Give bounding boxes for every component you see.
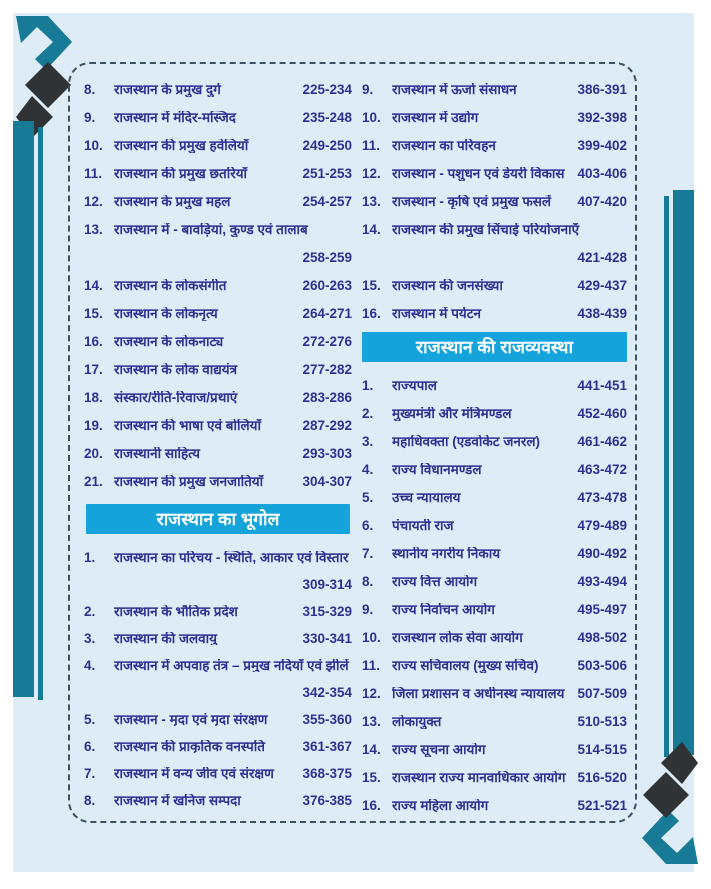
entry-number: 1. <box>362 378 374 394</box>
entry-title: राजस्थान में ऊर्जा संसाधन <box>392 83 517 97</box>
entry-title: राजस्थान की जलवायु <box>114 631 218 646</box>
toc-entry <box>84 356 352 384</box>
entry-number: 16. <box>84 334 103 350</box>
entry-number: 12. <box>84 194 103 210</box>
entry-number: 1. <box>84 549 96 565</box>
toc-entry <box>84 468 352 496</box>
entry-pages: 368-375 <box>302 765 352 781</box>
entry-pages: 355-360 <box>302 711 352 727</box>
toc-entry <box>84 300 352 328</box>
entry-pages: 421-428 <box>577 250 627 266</box>
entry-pages: 386-391 <box>577 82 627 98</box>
toc-entry-pages-line <box>84 244 352 272</box>
entry-number: 10. <box>362 630 381 646</box>
entry-title: राजस्थान के भौतिक प्रदेश <box>114 604 238 619</box>
entry-number: 13. <box>362 714 381 730</box>
entry-number: 16. <box>362 306 381 322</box>
entry-pages: 315-329 <box>302 603 352 619</box>
entry-pages: 342-354 <box>302 684 352 700</box>
entry-title: राजस्थान में मंदिर-मस्जिद <box>114 111 236 125</box>
entry-pages: 264-271 <box>302 306 352 322</box>
entry-title: उच्च न्यायालय <box>392 491 461 505</box>
toc-entry <box>362 652 627 680</box>
entry-pages: 272-276 <box>302 334 352 350</box>
entry-title: राजस्थान में खनिज सम्पदा <box>114 793 241 808</box>
entry-title: राजस्थान की प्रमुख छतरियाँ <box>114 167 248 181</box>
toc-entry <box>84 104 352 132</box>
entry-number: 7. <box>362 546 374 562</box>
entry-number: 2. <box>362 406 374 422</box>
entry-title: राजस्थान में - बावड़ियां, कुण्ड एवं तालाब <box>114 223 308 237</box>
entry-title: राजस्थान - पशुधन एवं डेयरी विकास <box>392 167 565 181</box>
entry-pages: 260-263 <box>302 278 352 294</box>
entry-number: 15. <box>362 278 381 294</box>
entry-pages: 287-292 <box>302 418 352 434</box>
entry-number: 6. <box>362 518 374 534</box>
entry-pages: 235-248 <box>302 110 352 126</box>
toc-right-column <box>362 76 627 820</box>
entry-pages: 403-406 <box>577 166 627 182</box>
entry-pages: 490-492 <box>577 546 627 562</box>
toc-entry <box>84 706 352 733</box>
toc-left-column <box>84 76 352 814</box>
entry-title: राज्य वित्त आयोग <box>392 575 478 589</box>
entry-number: 20. <box>84 446 103 462</box>
entry-number: 10. <box>362 110 381 126</box>
entry-title: राजस्थान राज्य मानवाधिकार आयोग <box>392 771 566 785</box>
toc-entry <box>362 400 627 428</box>
entry-title: राजस्थान के लोकनृत्य <box>114 307 218 321</box>
toc-section-geography <box>84 544 352 814</box>
toc-entry <box>84 733 352 760</box>
toc-entry <box>362 216 627 244</box>
entry-number: 9. <box>362 602 374 618</box>
entry-title: राजस्थान में वन्य जीव एवं संरक्षण <box>114 766 274 781</box>
entry-title: महाधिवक्ता (एडवोकेट जनरल) <box>392 435 541 449</box>
toc-entry <box>362 188 627 216</box>
entry-pages: 399-402 <box>577 138 627 154</box>
entry-title: राजस्थान में अपवाह तंत्र – प्रमुख नदियाँ एवं झीलें <box>114 658 349 673</box>
right-accent-stripe <box>664 196 669 757</box>
entry-number: 16. <box>362 798 381 814</box>
entry-title: राज्य सूचना आयोग <box>392 743 486 757</box>
toc-entry <box>362 540 627 568</box>
entry-title: राजस्थान में उद्योग <box>392 111 479 125</box>
entry-pages: 507-509 <box>577 686 627 702</box>
entry-number: 3. <box>84 630 96 646</box>
entry-number: 3. <box>362 434 374 450</box>
entry-number: 12. <box>362 686 381 702</box>
toc-entry <box>362 624 627 652</box>
entry-pages: 407-420 <box>577 194 627 210</box>
toc-entry <box>362 76 627 104</box>
entry-number: 19. <box>84 418 103 434</box>
entry-title: लोकायुक्त <box>392 715 442 729</box>
entry-title: राजस्थान लोक सेवा आयोग <box>392 631 523 645</box>
toc-entry <box>362 792 627 820</box>
entry-number: 11. <box>362 138 381 154</box>
entry-title: जिला प्रशासन व अधीनस्थ न्यायालय <box>392 687 565 701</box>
toc-entry <box>84 440 352 468</box>
entry-pages: 293-303 <box>302 446 352 462</box>
toc-entry <box>362 680 627 708</box>
entry-number: 14. <box>84 278 103 294</box>
entry-pages: 473-478 <box>577 490 627 506</box>
corner-decoration-bottom-right-icon <box>628 742 706 872</box>
entry-title: मुख्यमंत्री और मंत्रिमण्डल <box>392 407 512 421</box>
entry-title: राजस्थान - मृदा एवं मृदा संरक्षण <box>114 712 268 727</box>
entry-pages: 510-513 <box>577 714 627 730</box>
entry-number: 13. <box>362 194 381 210</box>
toc-entry <box>362 512 627 540</box>
entry-number: 10. <box>84 138 103 154</box>
right-accent-bar <box>673 190 694 755</box>
entry-pages: 429-437 <box>577 278 627 294</box>
entry-number: 11. <box>362 658 381 674</box>
entry-title: राजस्थान के लोक वाद्ययंत्र <box>114 363 238 377</box>
entry-title: राजस्थान के लोकसंगीत <box>114 279 227 293</box>
entry-pages: 441-451 <box>577 378 627 394</box>
entry-title: राज्य विधानमण्डल <box>392 463 482 477</box>
toc-entry <box>84 216 352 244</box>
toc-section-culture <box>84 76 352 496</box>
toc-entry <box>84 328 352 356</box>
entry-title: राजस्थान - कृषि एवं प्रमुख फसलें <box>392 195 552 209</box>
toc-entry-pages-line <box>84 571 352 598</box>
entry-pages: 330-341 <box>302 630 352 646</box>
entry-pages: 516-520 <box>577 770 627 786</box>
entry-pages: 514-515 <box>577 742 627 758</box>
entry-number: 15. <box>362 770 381 786</box>
entry-pages: 309-314 <box>302 576 352 592</box>
entry-pages: 258-259 <box>302 250 352 266</box>
entry-pages: 452-460 <box>577 406 627 422</box>
entry-title: राज्य महिला आयोग <box>392 799 489 813</box>
toc-section-polity <box>362 372 627 820</box>
entry-number: 4. <box>362 462 374 478</box>
entry-number: 8. <box>362 574 374 590</box>
toc-entry <box>362 300 627 328</box>
section-header-geography: राजस्थान का भूगोल <box>86 504 350 534</box>
toc-dashed-box <box>68 62 637 823</box>
toc-entry <box>84 188 352 216</box>
toc-entry <box>362 596 627 624</box>
entry-title: राजस्थान के प्रमुख महल <box>114 195 231 209</box>
toc-entry <box>362 272 627 300</box>
toc-entry <box>362 708 627 736</box>
toc-entry <box>84 272 352 300</box>
entry-pages: 503-506 <box>577 658 627 674</box>
toc-entry <box>362 132 627 160</box>
entry-title: राजस्थान की प्रमुख सिंचाई परियोजनाएँ <box>392 223 580 237</box>
entry-pages: 225-234 <box>302 82 352 98</box>
toc-entry <box>84 760 352 787</box>
entry-pages: 392-398 <box>577 110 627 126</box>
toc-entry-pages-line <box>84 679 352 706</box>
entry-number: 13. <box>84 222 103 238</box>
toc-entry <box>84 544 352 571</box>
entry-number: 9. <box>84 110 96 126</box>
section-header-polity: राजस्थान की राजव्यवस्था <box>362 332 627 362</box>
toc-entry <box>362 104 627 132</box>
entry-number: 4. <box>84 657 96 673</box>
toc-entry-pages-line <box>362 244 627 272</box>
entry-number: 2. <box>84 603 96 619</box>
entry-title: संस्कार/रीति-रिवाज/प्रथाएं <box>114 391 238 405</box>
entry-title: राज्यपाल <box>392 379 437 393</box>
entry-number: 21. <box>84 474 103 490</box>
toc-entry <box>84 76 352 104</box>
entry-title: स्थानीय नगरीय निकाय <box>392 547 501 561</box>
entry-pages: 438-439 <box>577 306 627 322</box>
entry-title: पंचायती राज <box>392 519 454 533</box>
toc-entry <box>362 372 627 400</box>
entry-number: 18. <box>84 390 103 406</box>
entry-pages: 277-282 <box>302 362 352 378</box>
entry-pages: 304-307 <box>302 474 352 490</box>
toc-entry <box>84 132 352 160</box>
toc-entry <box>84 787 352 814</box>
entry-number: 17. <box>84 362 103 378</box>
toc-entry <box>362 428 627 456</box>
entry-title: राजस्थान में पर्यटन <box>392 307 482 321</box>
entry-pages: 493-494 <box>577 574 627 590</box>
entry-title: राजस्थान के प्रमुख दुर्ग <box>114 83 221 97</box>
entry-number: 7. <box>84 765 96 781</box>
entry-pages: 461-462 <box>577 434 627 450</box>
toc-entry <box>362 160 627 188</box>
entry-title: राजस्थान की जनसंख्या <box>392 279 503 293</box>
entry-number: 5. <box>362 490 374 506</box>
entry-pages: 495-497 <box>577 602 627 618</box>
toc-entry <box>362 736 627 764</box>
toc-entry <box>84 160 352 188</box>
toc-entry <box>84 625 352 652</box>
left-accent-stripe <box>38 127 43 700</box>
entry-title: राजस्थानी साहित्य <box>114 447 200 461</box>
entry-title: राजस्थान के लोकनाट्य <box>114 335 224 349</box>
entry-pages: 249-250 <box>302 138 352 154</box>
entry-pages: 254-257 <box>302 194 352 210</box>
toc-section-economy <box>362 76 627 328</box>
toc-entry <box>84 598 352 625</box>
entry-title: राजस्थान की प्रमुख जनजातियाँ <box>114 475 264 489</box>
entry-pages: 521-521 <box>577 798 627 814</box>
entry-title: राजस्थान का परिचय - स्थिति, आकार एवं विस्तार <box>114 550 349 565</box>
entry-number: 5. <box>84 711 96 727</box>
entry-pages: 498-502 <box>577 630 627 646</box>
entry-number: 14. <box>362 222 381 238</box>
entry-number: 14. <box>362 742 381 758</box>
entry-title: राजस्थान की भाषा एवं बोलियाँ <box>114 419 261 433</box>
toc-entry <box>84 652 352 679</box>
entry-pages: 479-489 <box>577 518 627 534</box>
toc-entry <box>84 384 352 412</box>
entry-number: 8. <box>84 82 96 98</box>
entry-pages: 283-286 <box>302 390 352 406</box>
toc-entry <box>362 484 627 512</box>
toc-entry <box>362 568 627 596</box>
entry-number: 6. <box>84 738 96 754</box>
entry-title: राजस्थान की प्रमुख हवेलियाँ <box>114 139 249 153</box>
entry-title: राजस्थान का परिवहन <box>392 139 496 153</box>
toc-entry <box>84 412 352 440</box>
entry-title: राज्य सचिवालय (मुख्य सचिव) <box>392 659 539 673</box>
entry-title: राज्य निर्वाचन आयोग <box>392 603 495 617</box>
entry-number: 12. <box>362 166 381 182</box>
toc-entry <box>362 456 627 484</box>
entry-pages: 463-472 <box>577 462 627 478</box>
entry-number: 9. <box>362 82 374 98</box>
entry-number: 15. <box>84 306 103 322</box>
entry-title: राजस्थान की प्राकृतिक वनस्पति <box>114 739 265 754</box>
left-accent-bar <box>13 121 34 697</box>
entry-pages: 251-253 <box>302 166 352 182</box>
entry-pages: 376-385 <box>302 792 352 808</box>
entry-number: 8. <box>84 792 96 808</box>
toc-entry <box>362 764 627 792</box>
entry-pages: 361-367 <box>302 738 352 754</box>
entry-number: 11. <box>84 166 103 182</box>
